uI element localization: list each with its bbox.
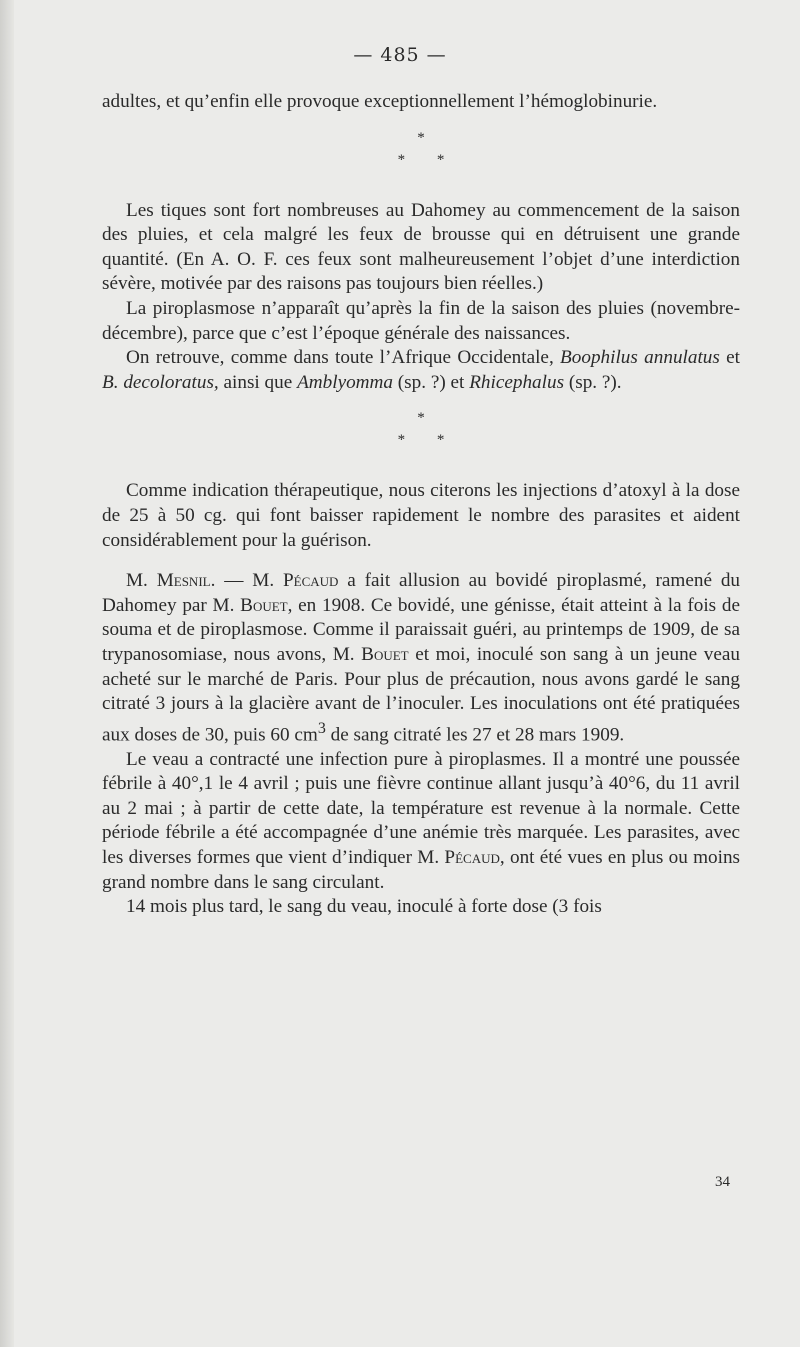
veau-text: Le veau a contracté une infection pure à piroplasmes. Il a montré une poussée fébrile à 40°,1 le 4 avril ; puis une fièvre continue allant jusqu’à 40°6, du 11 avril au 2 mai ; à partir de cette date, la température est revenue à la normale. Cette période fébrile a été accompagnée d’une anémie très marquée. Les parasites, avec les diverses formes que vient d’indiquer M. xyxy=(102,748,740,869)
species-text: (sp. ?). xyxy=(564,371,622,393)
species-name: B. decoloratus, xyxy=(102,371,219,393)
mesnil-text: — M. xyxy=(215,570,283,592)
paragraph-veau xyxy=(102,748,740,896)
paragraph-therapy: Comme indication thérapeutique, nous citerons les injections d’atoxyl à la dose de 25 à 50 cg. qui font baisser rapidement le nombre des parasites et aident considérablement pour la guérison. xyxy=(102,480,740,551)
section-separator xyxy=(102,407,740,451)
separator-star-top: * xyxy=(417,410,425,427)
species-text: ainsi que xyxy=(218,371,298,393)
species-text: On retrouve, comme dans toute l’Afrique Occidentale, xyxy=(126,347,561,369)
paragraph-species xyxy=(102,346,740,395)
separator-star-bottom: * * xyxy=(397,432,459,449)
mesnil-text: a fait allusion au bovidé piroplasmé, ramené du Dahomey par M. xyxy=(102,570,741,616)
signature-mark: 34 xyxy=(715,1174,730,1190)
person-name: Pécaud xyxy=(444,847,500,869)
paragraph-final: 14 mois plus tard, le sang du veau, inoculé à forte dose (3 fois xyxy=(126,896,602,918)
veau-text: , ont été vues en plus ou moins grand nombre dans le sang circulant. xyxy=(102,847,741,893)
species-text: (sp. ?) et xyxy=(392,371,470,393)
paragraph-tiques: Les tiques sont fort nombreuses au Dahomey au commencement de la saison des pluies, et cela malgré les feux de brousse qui en détruisent une grande quantité. (En A. O. F. ces feux sont malheureusement l’objet d’une interdiction sévère, motivée par des raisons pas toujours bien réelles.) xyxy=(102,199,740,295)
separator-star-top: * xyxy=(417,129,425,146)
separator-star-bottom: * * xyxy=(397,151,459,168)
person-name: Bouet xyxy=(361,643,409,665)
mesnil-text: et moi, inoculé son sang à un jeune veau acheté sur le marché de Paris. Pour plus de précaution, nous avons gardé le sang citraté 3 jours à la glacière avant de l’inoculer. Les inoculations ont été pratiquées aux doses de 30, puis 60 cm xyxy=(102,643,740,746)
person-name: Bouet xyxy=(240,594,288,616)
species-name: Rhicephalus xyxy=(469,371,565,393)
species-text: et xyxy=(719,347,740,369)
page-binding-shadow xyxy=(0,0,14,1347)
mesnil-text: de sang citraté les 27 et 28 mars 1909. xyxy=(325,724,625,746)
section-separator xyxy=(102,127,740,171)
species-name: Boophilus annulatus xyxy=(560,347,720,369)
species-name: Amblyomma xyxy=(297,371,393,393)
page-number: — 485 — xyxy=(353,44,447,66)
person-name: Pécaud xyxy=(282,570,339,592)
opening-paragraph: adultes, et qu’enfin elle provoque exceptionnellement l’hémoglobinurie. xyxy=(102,91,658,112)
speaker-name: M. Mesnil. xyxy=(126,570,216,592)
paragraph-mesnil xyxy=(102,569,740,748)
mesnil-text: , en 1908. Ce bovidé, une génisse, était atteint à la fois de souma et de piroplasmose. Comme il paraissait guéri, au printemps de 1909, de sa trypanosomiase, nous avons, M. xyxy=(102,594,740,665)
body-text xyxy=(102,90,740,920)
superscript-3: 3 xyxy=(317,719,326,737)
paragraph-piroplasmose: La piroplasmose n’apparaît qu’après la fin de la saison des pluies (novembre-décembre), parce que c’est l’époque générale des naissances. xyxy=(102,297,740,344)
